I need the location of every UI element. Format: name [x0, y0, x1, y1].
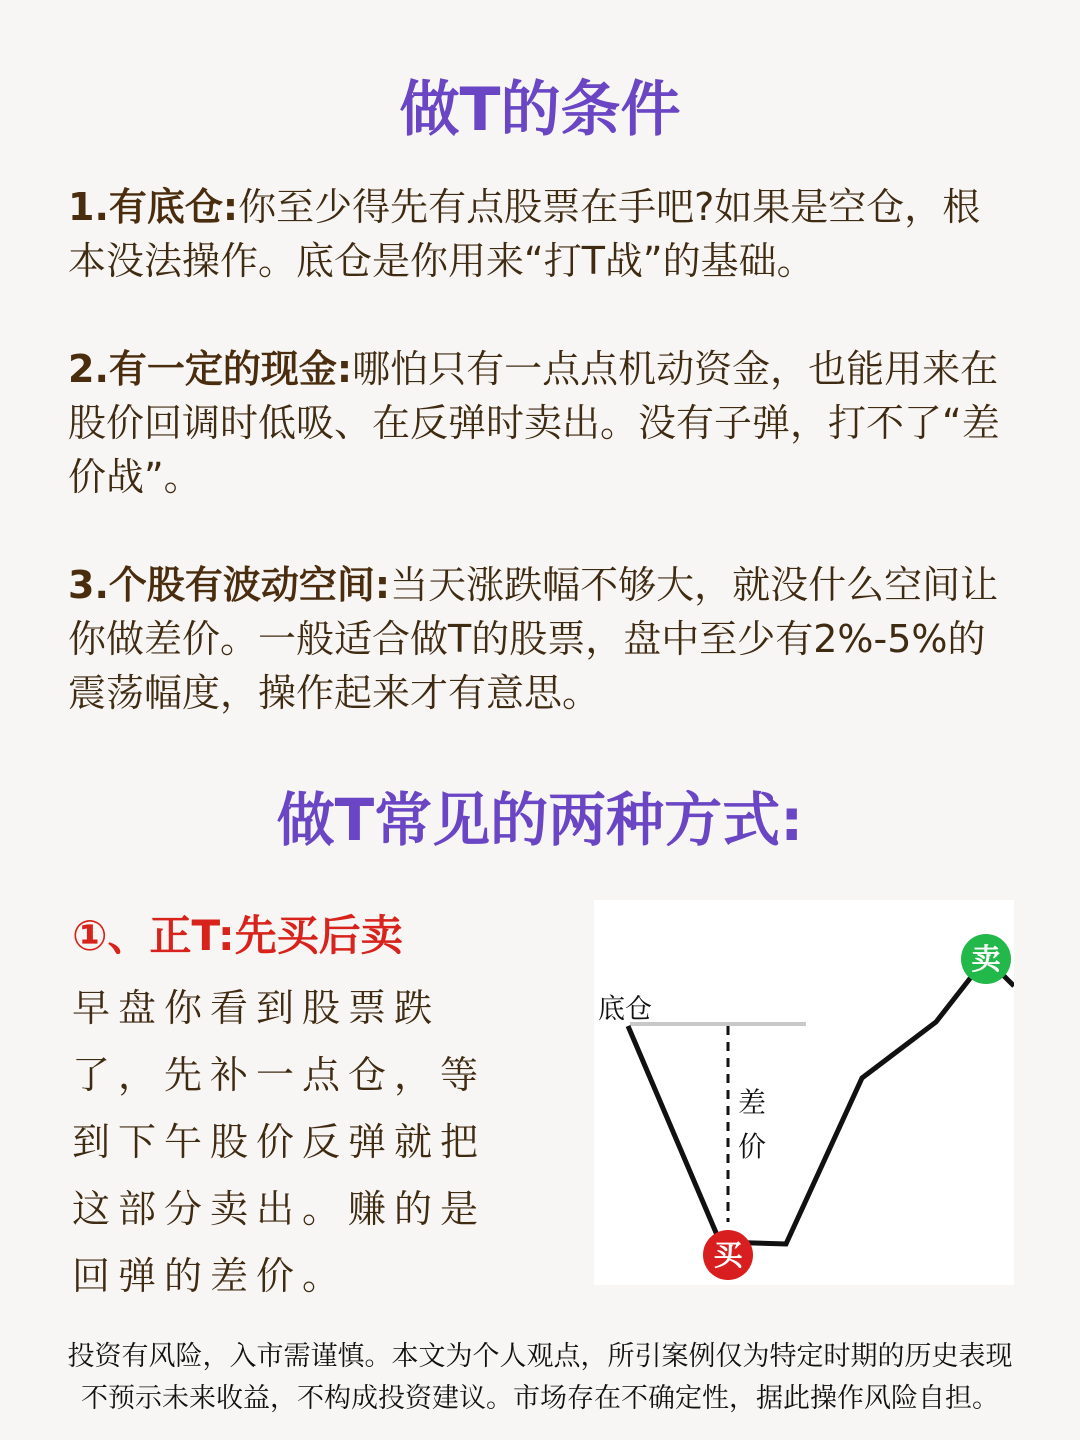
sell-marker-label: 卖 [971, 942, 1001, 976]
disclaimer-line-1: 投资有风险，入市需谨慎。本文为个人观点，所引案例仅为特定时期的历史表现 [67, 1341, 1013, 1372]
disclaimer-line-2: 不预示未来收益，不构成投资建议。市场存在不确定性，据此操作风险自担。 [81, 1383, 999, 1414]
condition-2-text: 哪怕只有一点点机动资金，也能用来在股价回调时低吸、在反弹时卖出。没有子弹，打不了“差价战”。 [68, 347, 1000, 499]
conditions-title: 做T的条件 [399, 75, 681, 145]
condition-item-1 [68, 180, 1018, 288]
method-1-text: 早盘你看到股票跌了，先补一点仓，等到下午股价反弹就把这部分卖出。赚的是回弹的差价。 [72, 986, 487, 1298]
buy-marker-label: 买 [713, 1238, 743, 1272]
price-gap-label-2: 价 [738, 1130, 767, 1163]
price-line [628, 958, 1014, 1244]
method-1-title: ①、正T:先买后卖 [72, 911, 403, 960]
condition-2-lead: 2.有一定的现金: [68, 347, 353, 391]
price-gap-label-1: 差 [738, 1086, 767, 1119]
t-trade-diagram [594, 900, 1014, 1285]
condition-3-lead: 3.个股有波动空间: [68, 563, 391, 607]
condition-1-text: 你至少得先有点股票在手吧?如果是空仓，根本没法操作。底仓是你用来“打T战”的基础。 [68, 185, 981, 283]
methods-title: 做T常见的两种方式: [276, 786, 804, 854]
condition-item-3 [68, 558, 1018, 720]
condition-1-lead: 1.有底仓: [68, 185, 239, 229]
risk-disclaimer [0, 1336, 1080, 1420]
base-position-label: 底仓 [598, 994, 652, 1025]
condition-3-text: 当天涨跌幅不够大，就没什么空间让你做差价。一般适合做T的股票，盘中至少有2%-5%的震荡幅度，操作起来才有意思。 [68, 563, 999, 715]
condition-item-2 [68, 342, 1018, 504]
